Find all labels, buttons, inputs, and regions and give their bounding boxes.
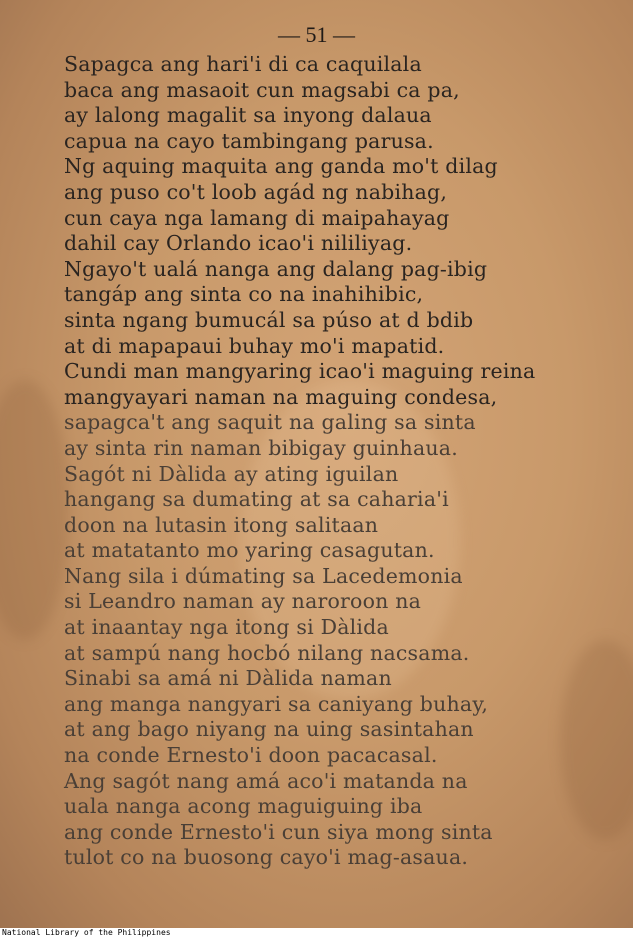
text-line: sinta ngang bumucál sa púso at d bdib bbox=[64, 307, 474, 332]
text-line: capua na cayo tambingang parusa. bbox=[64, 128, 434, 153]
text-line: mangyayari naman na maguing condesa, bbox=[64, 384, 498, 409]
text-line: dahil cay Orlando icao'i nililiyag. bbox=[64, 231, 413, 256]
page-number: — 51 — bbox=[278, 22, 355, 47]
text-line: si Leandro naman ay naroroon na bbox=[64, 589, 422, 614]
library-credit: National Library of the Philippines bbox=[2, 928, 633, 938]
text-line: sapagca't ang saquit na galing sa sinta bbox=[64, 410, 476, 435]
text-line: Sagót ni Dàlida ay ating iguilan bbox=[64, 461, 399, 486]
text-line: tulot co na buosong cayo'i mag-asaua. bbox=[64, 845, 469, 870]
text-line: ang puso co't loob agád ng nabihag, bbox=[64, 179, 448, 204]
text-line: ay lalong magalit sa inyong dalaua bbox=[64, 103, 432, 128]
text-line: at di mapapaui buhay mo'i mapatid. bbox=[64, 333, 445, 358]
text-line: Ngayo't ualá nanga ang dalang pag-ibig bbox=[64, 256, 488, 281]
text-line: doon na lutasin itong salitaan bbox=[64, 512, 379, 537]
text-line: Ng aquing maquita ang ganda mo't dilag bbox=[64, 154, 498, 179]
text-line: ang manga nangyari sa caniyang buhay, bbox=[64, 691, 489, 716]
text-line: Sinabi sa amá ni Dàlida naman bbox=[64, 666, 392, 691]
text-line: Nang sila i dúmating sa Lacedemonia bbox=[64, 563, 463, 588]
text-line: cun caya nga lamang di maipahayag bbox=[64, 205, 450, 230]
text-line: at inaantay nga itong si Dàlida bbox=[64, 615, 389, 640]
text-line: at ang bago niyang na uing sasintahan bbox=[64, 717, 474, 742]
text-line: hangang sa dumating at sa caharia'i bbox=[64, 487, 449, 512]
text-line: tangáp ang sinta co na inahihibic, bbox=[64, 282, 424, 307]
text-line: Sapagca ang hari'i di ca caquilala bbox=[64, 52, 422, 76]
poem-text bbox=[64, 52, 604, 871]
text-line: at sampú nang hocbó nilang nacsama. bbox=[64, 640, 470, 665]
paper-stain bbox=[0, 380, 70, 640]
text-line: ay sinta rin naman bibigay guinhaua. bbox=[64, 435, 458, 460]
text-line: ang conde Ernesto'i cun siya mong sinta bbox=[64, 819, 493, 844]
text-line: at matatanto mo yaring casagutan. bbox=[64, 538, 435, 563]
text-line: Cundi man mangyaring icao'i maguing reina bbox=[64, 359, 536, 384]
text-line: baca ang masaoit cun magsabi ca pa, bbox=[64, 77, 460, 102]
text-line: uala nanga acong maguiguing iba bbox=[64, 794, 423, 819]
text-line: na conde Ernesto'i doon pacacasal. bbox=[64, 743, 438, 768]
text-line: Ang sagót nang amá aco'i matanda na bbox=[64, 768, 468, 793]
